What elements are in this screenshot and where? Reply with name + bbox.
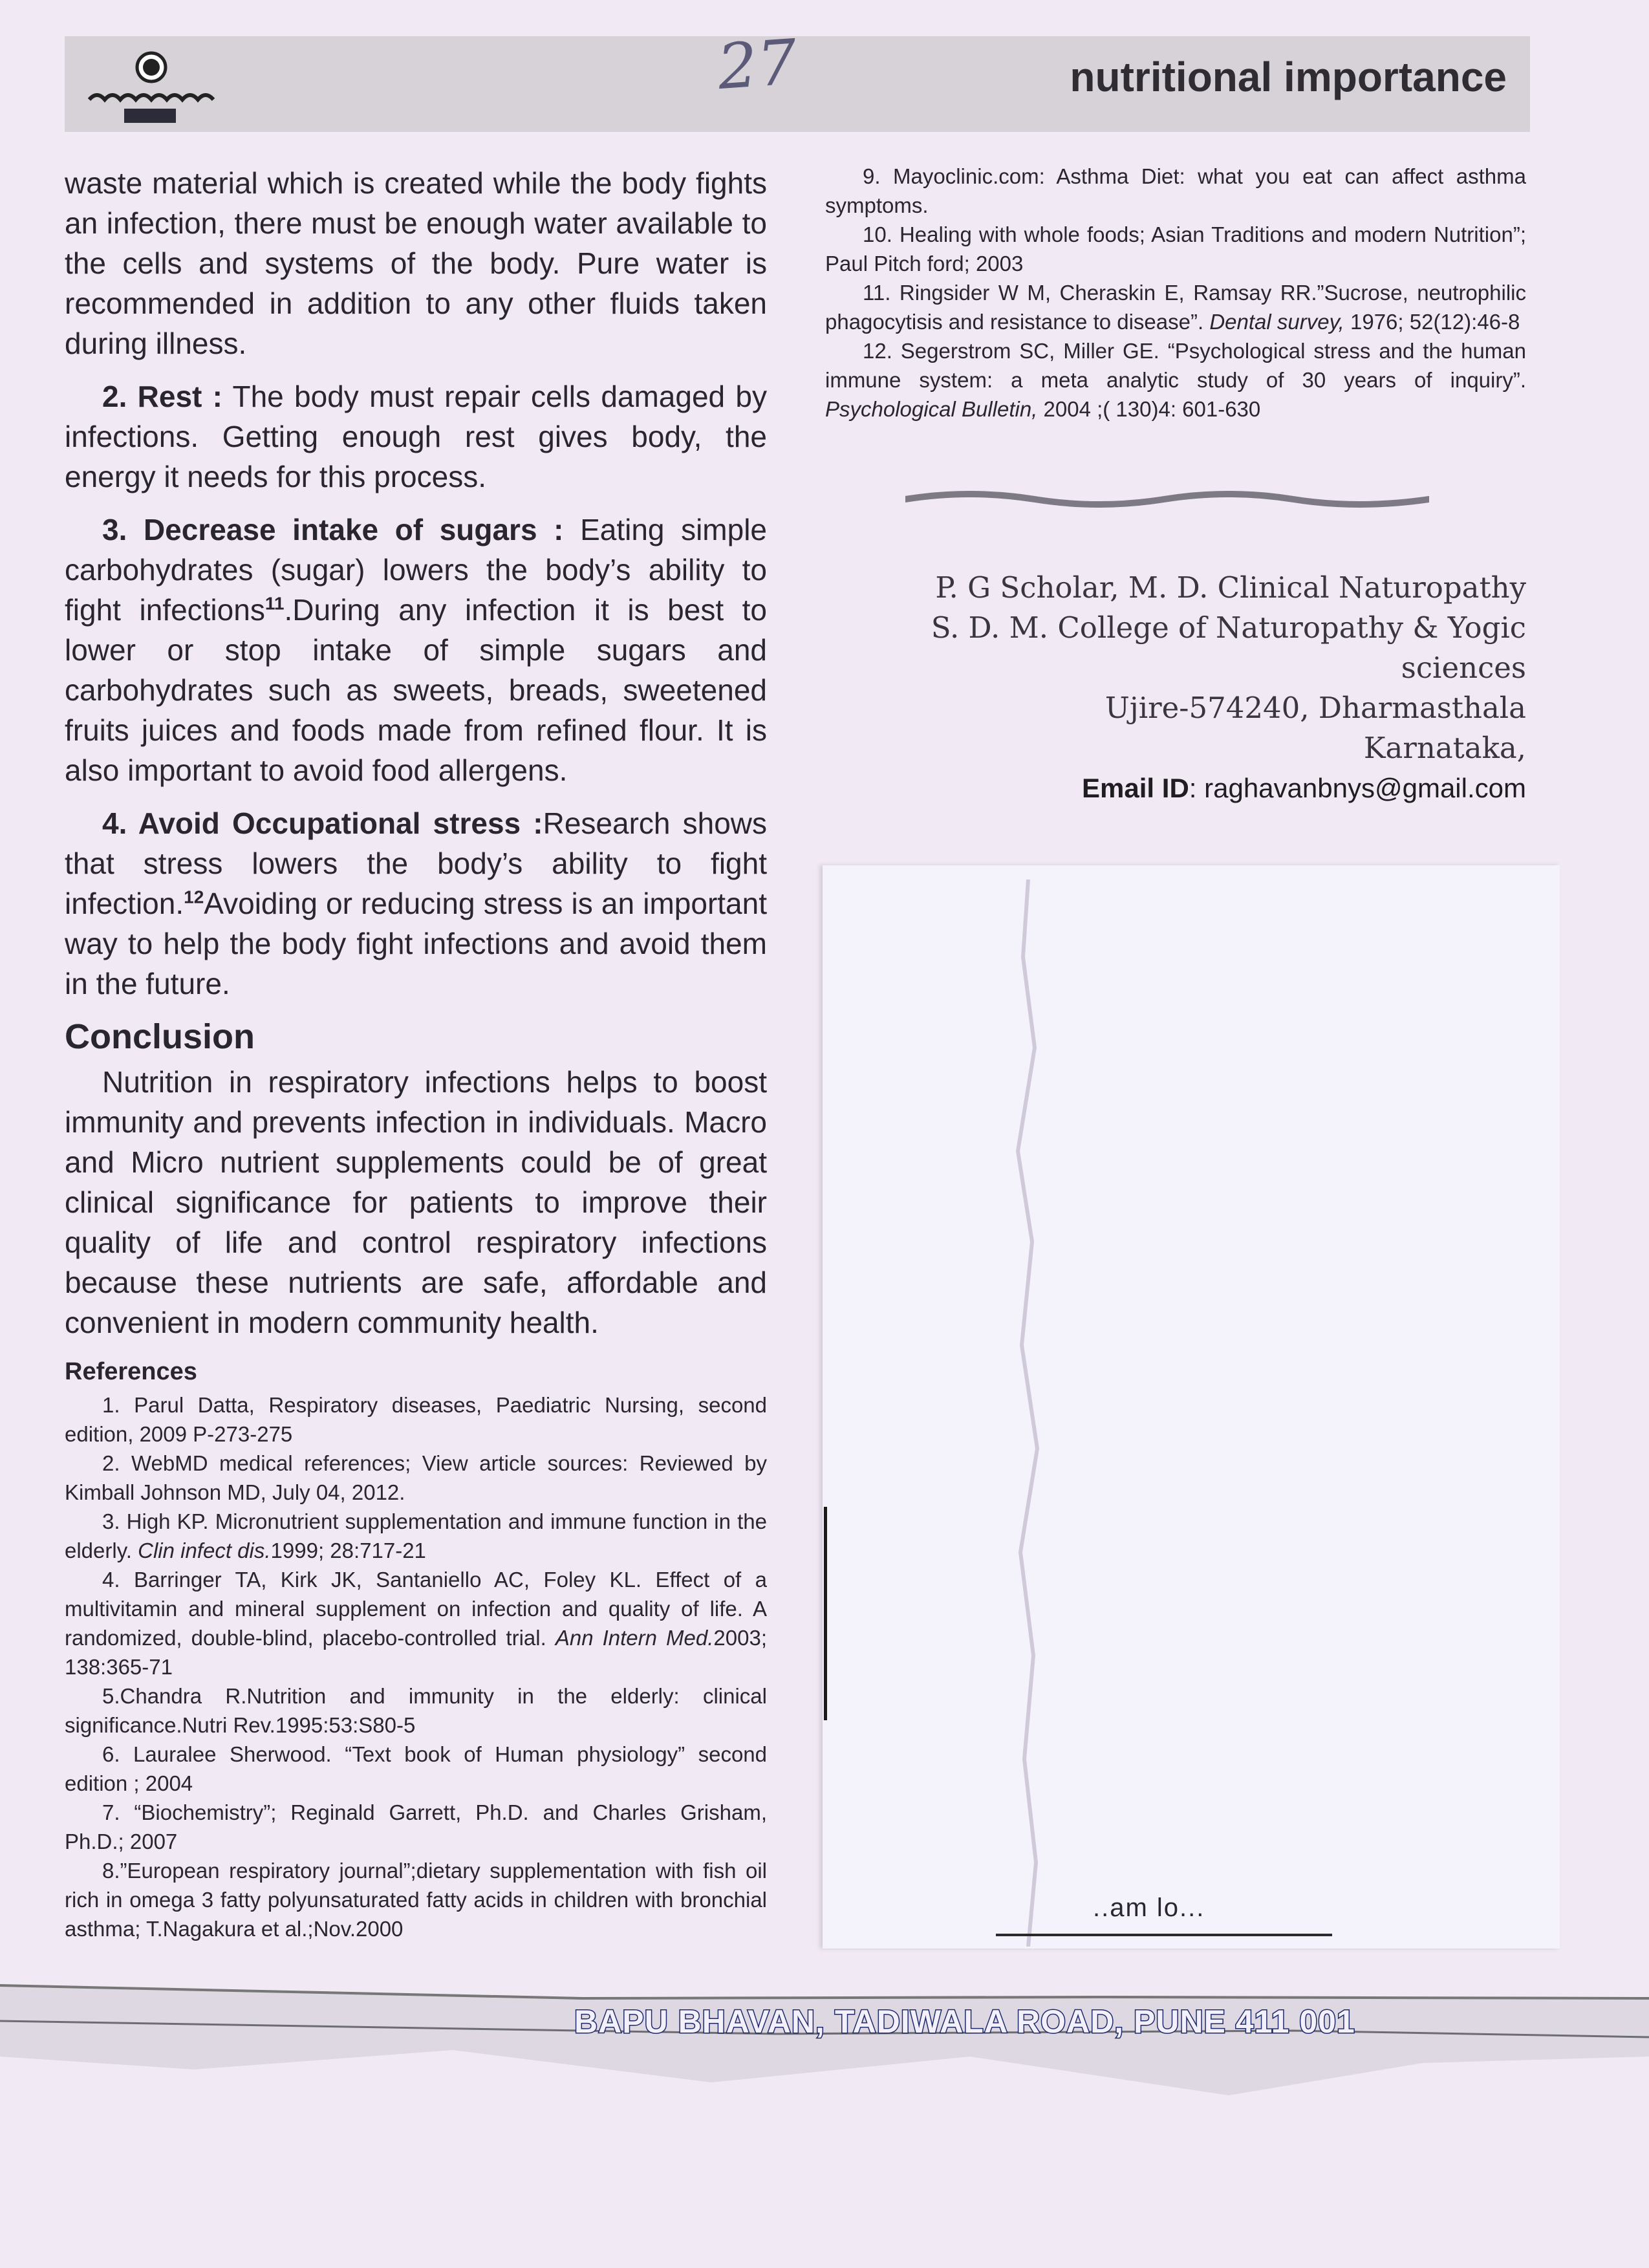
paper-tear-line bbox=[989, 880, 1080, 1947]
reference-item: 10. Healing with whole foods; Asian Traditions and modern Nutrition”; Paul Pitch ford; 2003 bbox=[825, 222, 1526, 275]
stress-text-a: Research shows that stress lowers the body’s ability to fight infection. bbox=[65, 806, 767, 920]
sugars-heading: 3. Decrease intake of sugars : bbox=[102, 513, 564, 546]
reference-item bbox=[825, 278, 1526, 336]
citation-11: 11 bbox=[264, 593, 285, 614]
author-line: sciences bbox=[1401, 651, 1526, 685]
reference-text: 4. Barringer TA, Kirk JK, Santaniello AC, Foley KL. Effect of a multivitamin and mineral supplement on infection and quality of life. A randomized, double-blind, placebo-controlled trial. bbox=[65, 1568, 767, 1650]
journal-name: Ann Intern Med. bbox=[555, 1626, 714, 1650]
reference-item bbox=[825, 336, 1526, 424]
journal-name: Dental survey, bbox=[1209, 310, 1344, 334]
reference-citation: 2004 ;( 130)4: 601-630 bbox=[1043, 397, 1261, 421]
reference-item: 5.Chandra R.Nutrition and immunity in the elderly: clinical significance.Nutri Rev.1995:53:S80-5 bbox=[65, 1684, 767, 1737]
citation-12: 12 bbox=[184, 887, 204, 907]
author-block bbox=[886, 568, 1526, 808]
author-line: Ujire-574240, Dharmasthala bbox=[1105, 691, 1526, 725]
stress-text-b: Avoiding or reducing stress is an important way to help the body fight infections and avoid them in the future. bbox=[65, 887, 767, 1000]
rest-text: The body must repair cells damaged by infections. Getting enough rest gives body, the energy it needs for this process. bbox=[65, 380, 768, 493]
author-line: S. D. M. College of Naturopathy & Yogic bbox=[931, 610, 1526, 645]
reference-item: 2. WebMD medical references; View article sources: Reviewed by Kimball Johnson MD, July 04, 2012. bbox=[65, 1451, 767, 1504]
footer-address: BAPU BHAVAN, TADIWALA ROAD, PUNE 411 001 bbox=[574, 2003, 1355, 2040]
stress-heading: 4. Avoid Occupational stress : bbox=[102, 806, 543, 840]
reference-citation: 2003; 138:365-71 bbox=[65, 1626, 768, 1679]
conclusion-heading: Conclusion bbox=[65, 1017, 255, 1056]
handwritten-page-number: 27 bbox=[715, 25, 799, 104]
intro-paragraph: waste material which is created while the body fights an infection, there must be enough water available to the cells and systems of the body. Pure water is recommended in addition to any other fluids taken during illness. bbox=[65, 166, 767, 360]
author-line: P. G Scholar, M. D. Clinical Naturopathy bbox=[935, 570, 1526, 605]
author-line: Karnataka, bbox=[1363, 731, 1526, 765]
sugars-paragraph bbox=[65, 510, 767, 790]
email-value: : raghavanbnys@gmail.com bbox=[1189, 773, 1526, 803]
reference-item: 6. Lauralee Sherwood. “Text book of Human physiology” second edition ; 2004 bbox=[65, 1742, 767, 1795]
wave-divider bbox=[905, 485, 1429, 511]
rest-heading: 2. Rest : bbox=[102, 380, 222, 413]
reference-text: 12. Segerstrom SC, Miller GE. “Psychological stress and the human immune system: a meta analytic study of 30 years of inquiry”. bbox=[825, 339, 1526, 392]
reference-item bbox=[65, 1507, 767, 1565]
left-column bbox=[65, 163, 767, 1943]
references-list-right bbox=[825, 162, 1526, 424]
references-list-left bbox=[65, 1390, 767, 1943]
reference-citation: 1999; 28:717-21 bbox=[270, 1539, 426, 1562]
reference-text: 3. High KP. Micronutrient supplementation and immune function in the elderly. bbox=[65, 1509, 767, 1562]
journal-name: Clin infect dis. bbox=[138, 1539, 271, 1562]
stress-paragraph bbox=[65, 803, 767, 1004]
reference-item: 8.”European respiratory journal”;dietary supplementation with fish oil rich in omega 3 fatty polyunsaturated fatty acids in children with bronchial asthma; T.Nagakura et al.;Nov.2000 bbox=[65, 1859, 767, 1941]
logo-icon bbox=[83, 47, 238, 131]
reference-item: 1. Parul Datta, Respiratory diseases, Paediatric Nursing, second edition, 2009 P-273-275 bbox=[65, 1393, 767, 1446]
paper-scrap-text: ..am lo... bbox=[1093, 1894, 1205, 1922]
reference-item bbox=[65, 1565, 767, 1681]
rest-paragraph bbox=[65, 376, 767, 497]
reference-item: 7. “Biochemistry”; Reginald Garrett, Ph.D. and Charles Grisham, Ph.D.; 2007 bbox=[65, 1800, 767, 1853]
reference-item: 9. Mayoclinic.com: Asthma Diet: what you eat can affect asthma symptoms. bbox=[825, 164, 1526, 217]
journal-name: Psychological Bulletin, bbox=[825, 397, 1038, 421]
sugars-text-b: .During any infection it is best to lower or stop intake of simple sugars and carbohydrates such as sweets, breads, sweetened fruits juices and foods made from refined flour. It is also important to avoid food allergens. bbox=[65, 593, 768, 787]
sugars-text-a: Eating simple carbohydrates (sugar) lowers the body’s ability to fight infections bbox=[65, 513, 768, 627]
conclusion-paragraph: Nutrition in respiratory infections helps to boost immunity and prevents infection in individuals. Macro and Micro nutrient supplements could be of great clinical significance for patients to improve their quality of life and control respiratory infections because these nutrients are safe, affordable and convenient in modern community health. bbox=[65, 1065, 767, 1339]
paper-edge-mark bbox=[824, 1507, 827, 1720]
pasted-paper bbox=[823, 865, 1560, 1949]
email-line bbox=[886, 768, 1526, 808]
references-heading: References bbox=[65, 1358, 197, 1385]
paper-bottom-line bbox=[996, 1934, 1332, 1936]
section-title: nutritional importance bbox=[1070, 54, 1507, 100]
reference-text: 11. Ringsider W M, Cheraskin E, Ramsay RR.”Sucrose, neutrophilic phagocytisis and resistance to disease”. bbox=[825, 281, 1526, 334]
email-label: Email ID bbox=[1082, 773, 1189, 803]
reference-citation: 1976; 52(12):46-8 bbox=[1350, 310, 1520, 334]
